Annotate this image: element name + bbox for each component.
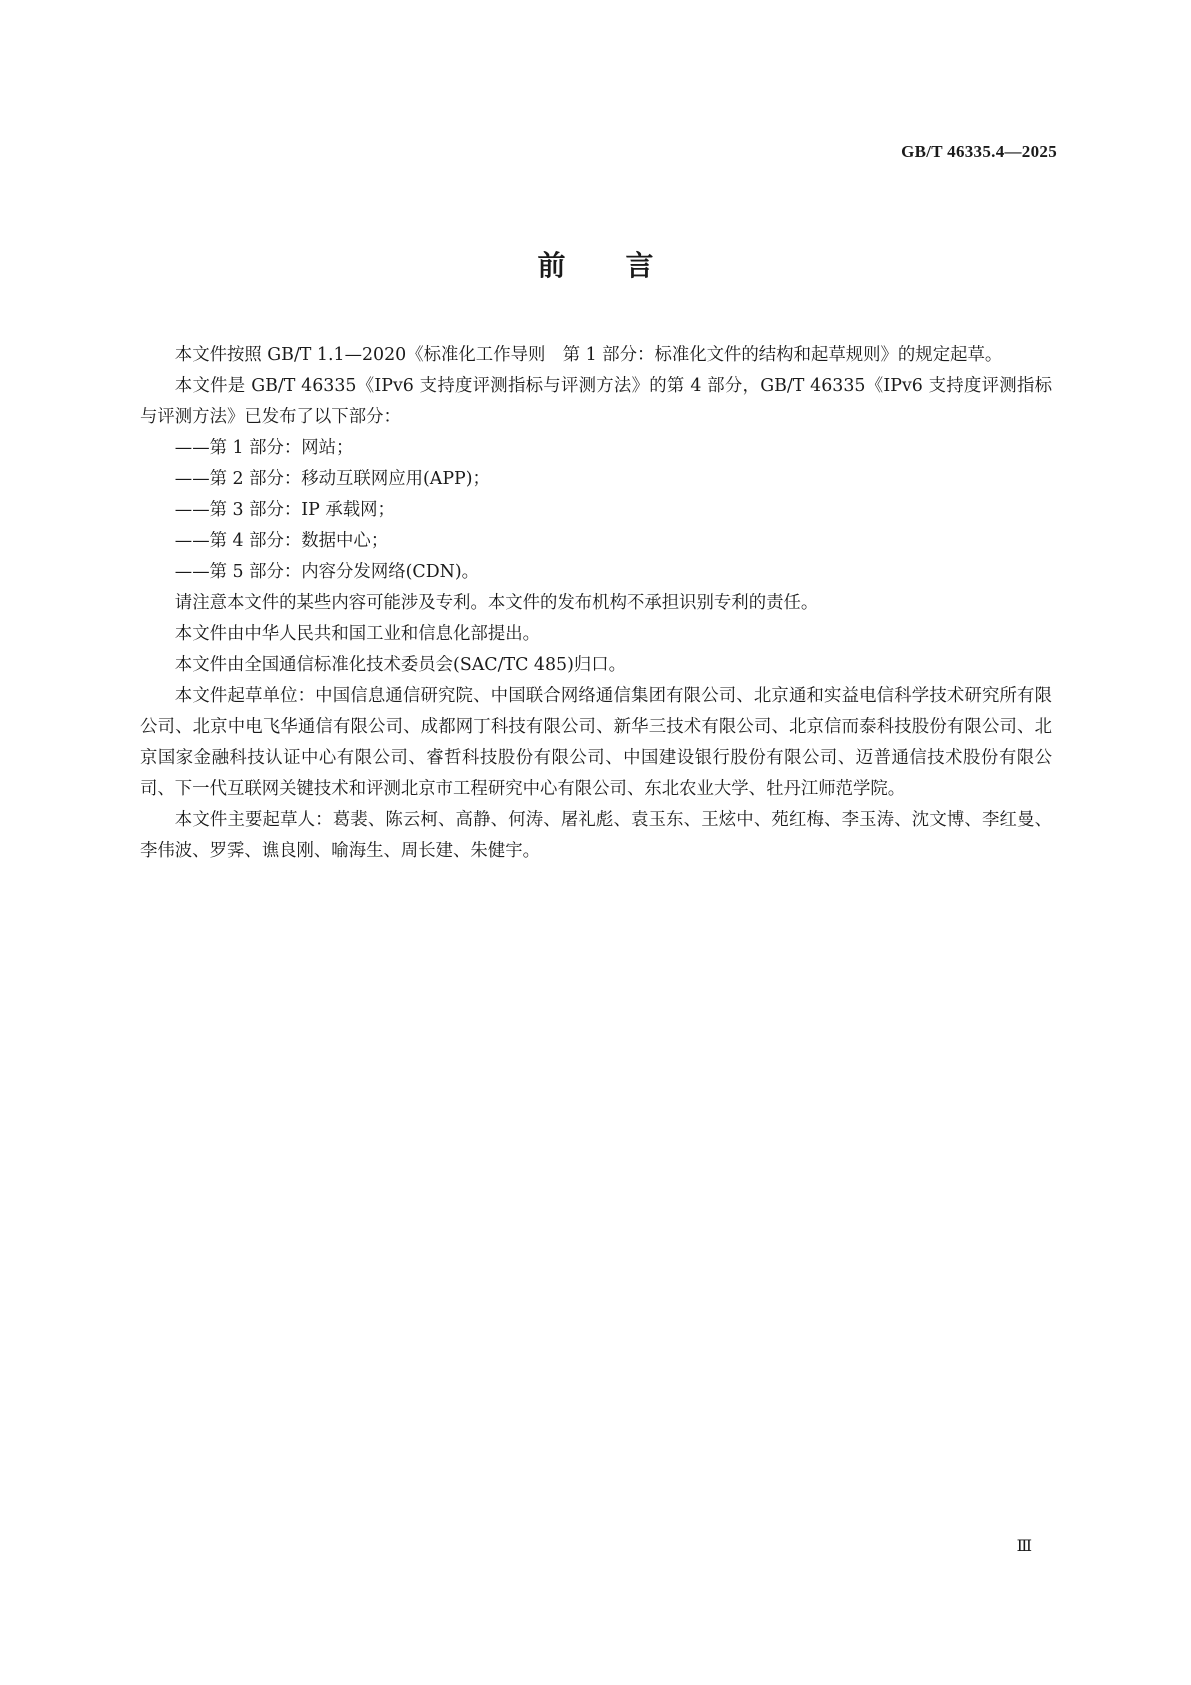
part-list-item: ——第 1 部分：网站； — [174, 438, 354, 458]
part-list-item: ——第 2 部分：移动互联网应用(APP)； — [174, 469, 490, 489]
patent-notice-paragraph: 请注意本文件的某些内容可能涉及专利。本文件的发布机构不承担识别专利的责任。 — [174, 593, 819, 613]
drafters-paragraph: 本文件主要起草人：葛裴、陈云柯、高静、何涛、屠礼彪、袁玉东、王炫中、苑红梅、李玉涛、沈文博、李红曼、李伟波、罗霁、谯良刚、喻海生、周长建、朱健宇。 — [140, 810, 1052, 861]
page-number: Ⅲ — [1016, 1538, 1031, 1555]
committee-paragraph: 本文件由全国通信标准化技术委员会(SAC/TC 485)归口。 — [174, 655, 627, 675]
part-series-paragraph: 本文件是 GB/T 46335《IPv6 支持度评测指标与评测方法》的第 4 部分，GB/T 46335《IPv6 支持度评测指标与评测方法》已发布了以下部分： — [140, 376, 1052, 427]
foreword-body — [140, 340, 1052, 867]
drafting-units-paragraph: 本文件起草单位：中国信息通信研究院、中国联合网络通信集团有限公司、北京通和实益电信科学技术研究所有限公司、北京中电飞华通信有限公司、成都网丁科技有限公司、新华三技术有限公司、北京信而泰科技股份有限公司、北京国家金融科技认证中心有限公司、睿哲科技股份有限公司、中国建设银行股份有限公司、迈普通信技术股份有限公司、下一代互联网关键技术和评测北京市工程研究中心有限公司、东北农业大学、牡丹江师范学院。 — [140, 686, 1052, 799]
page-title: 前言 — [537, 249, 714, 282]
part-list-item: ——第 5 部分：内容分发网络(CDN)。 — [174, 562, 480, 582]
standard-number: GB/T 46335.4—2025 — [901, 142, 1057, 161]
proposer-paragraph: 本文件由中华人民共和国工业和信息化部提出。 — [174, 624, 541, 644]
drafting-rule-paragraph: 本文件按照 GB/T 1.1—2020《标准化工作导则 第 1 部分：标准化文件的结构和起草规则》的规定起草。 — [174, 345, 1003, 365]
part-list-item: ——第 4 部分：数据中心； — [174, 531, 389, 551]
part-list-item: ——第 3 部分：IP 承载网； — [174, 500, 395, 520]
